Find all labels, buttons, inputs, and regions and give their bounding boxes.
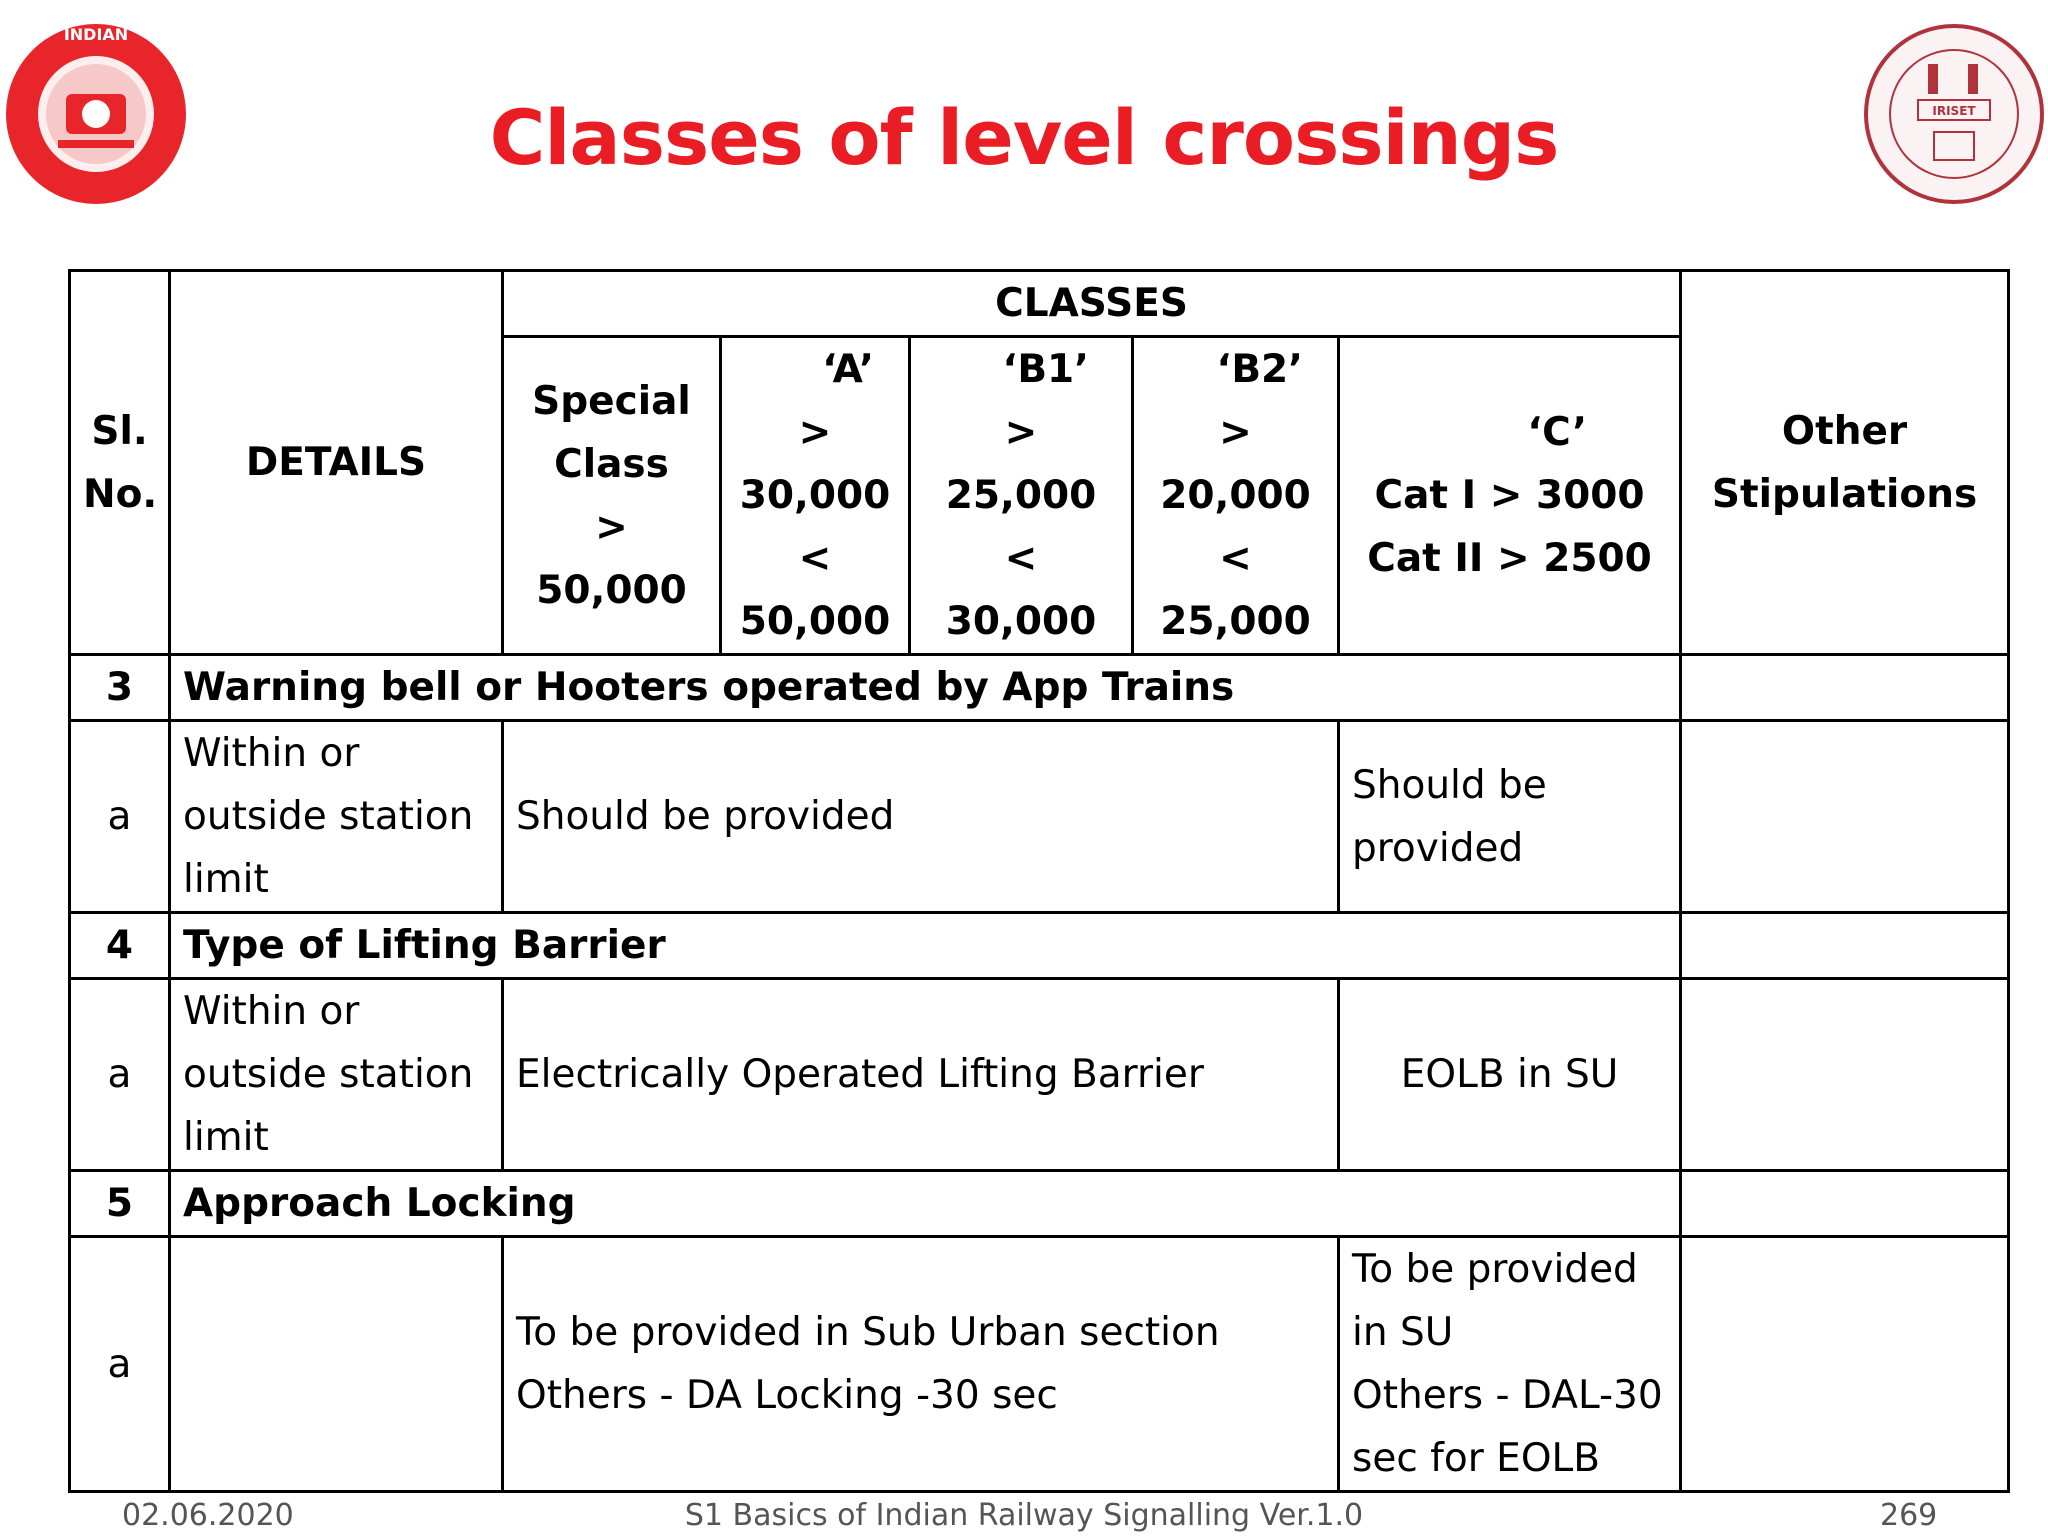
page-title: Classes of level crossings — [489, 93, 1559, 182]
other-cell — [1681, 1171, 2009, 1237]
section-number: 3 — [70, 655, 170, 721]
other-cell — [1681, 721, 2009, 913]
class-c-header: ‘C’ Cat I > 3000 Cat II > 2500 — [1339, 337, 1681, 655]
details-header: DETAILS — [170, 271, 503, 655]
page-number: 269 — [1880, 1498, 1938, 1533]
row-sub-label: a — [70, 721, 170, 913]
other-cell — [1681, 655, 2009, 721]
section-heading: Warning bell or Hooters operated by App Trains — [170, 655, 1681, 721]
row-details: Within or outside station limit — [170, 979, 503, 1171]
row-details: Within or outside station limit — [170, 721, 503, 913]
row-sub-label: a — [70, 979, 170, 1171]
other-cell — [1681, 1237, 2009, 1492]
section-number: 4 — [70, 913, 170, 979]
class-b2-header: ‘B2’ > 20,000 < 25,000 — [1133, 337, 1339, 655]
section-heading: Type of Lifting Barrier — [170, 913, 1681, 979]
row-details — [170, 1237, 503, 1492]
svg-text:IRISET: IRISET — [1932, 104, 1976, 118]
row-sub-label: a — [70, 1237, 170, 1492]
classes-header: CLASSES — [503, 271, 1681, 337]
svg-text:INDIAN: INDIAN — [63, 25, 129, 44]
other-stipulations-header: Other Stipulations — [1681, 271, 2009, 655]
footer-course-title: S1 Basics of Indian Railway Signalling Ver.1.0 — [684, 1498, 1364, 1533]
row-main-requirement: Electrically Operated Lifting Barrier — [503, 979, 1339, 1171]
row-main-requirement: Should be provided — [503, 721, 1339, 913]
class-b1-header: ‘B1’ > 25,000 < 30,000 — [910, 337, 1133, 655]
sl-no-header: Sl. No. — [70, 271, 170, 655]
row-main-requirement: To be provided in Sub Urban section Others - DA Locking -30 sec — [503, 1237, 1339, 1492]
row-class-c: EOLB in SU — [1339, 979, 1681, 1171]
section-number: 5 — [70, 1171, 170, 1237]
other-cell — [1681, 979, 2009, 1171]
row-class-c: To be provided in SU Others - DAL-30 sec for EOLB — [1339, 1237, 1681, 1492]
section-heading: Approach Locking — [170, 1171, 1681, 1237]
footer-date: 02.06.2020 — [122, 1498, 294, 1533]
other-cell — [1681, 913, 2009, 979]
class-a-header: ‘A’ > 30,000 < 50,000 — [721, 337, 910, 655]
class-special-header: Special Class > 50,000 — [503, 337, 721, 655]
row-class-c: Should be provided — [1339, 721, 1681, 913]
level-crossing-table — [68, 269, 2010, 1493]
